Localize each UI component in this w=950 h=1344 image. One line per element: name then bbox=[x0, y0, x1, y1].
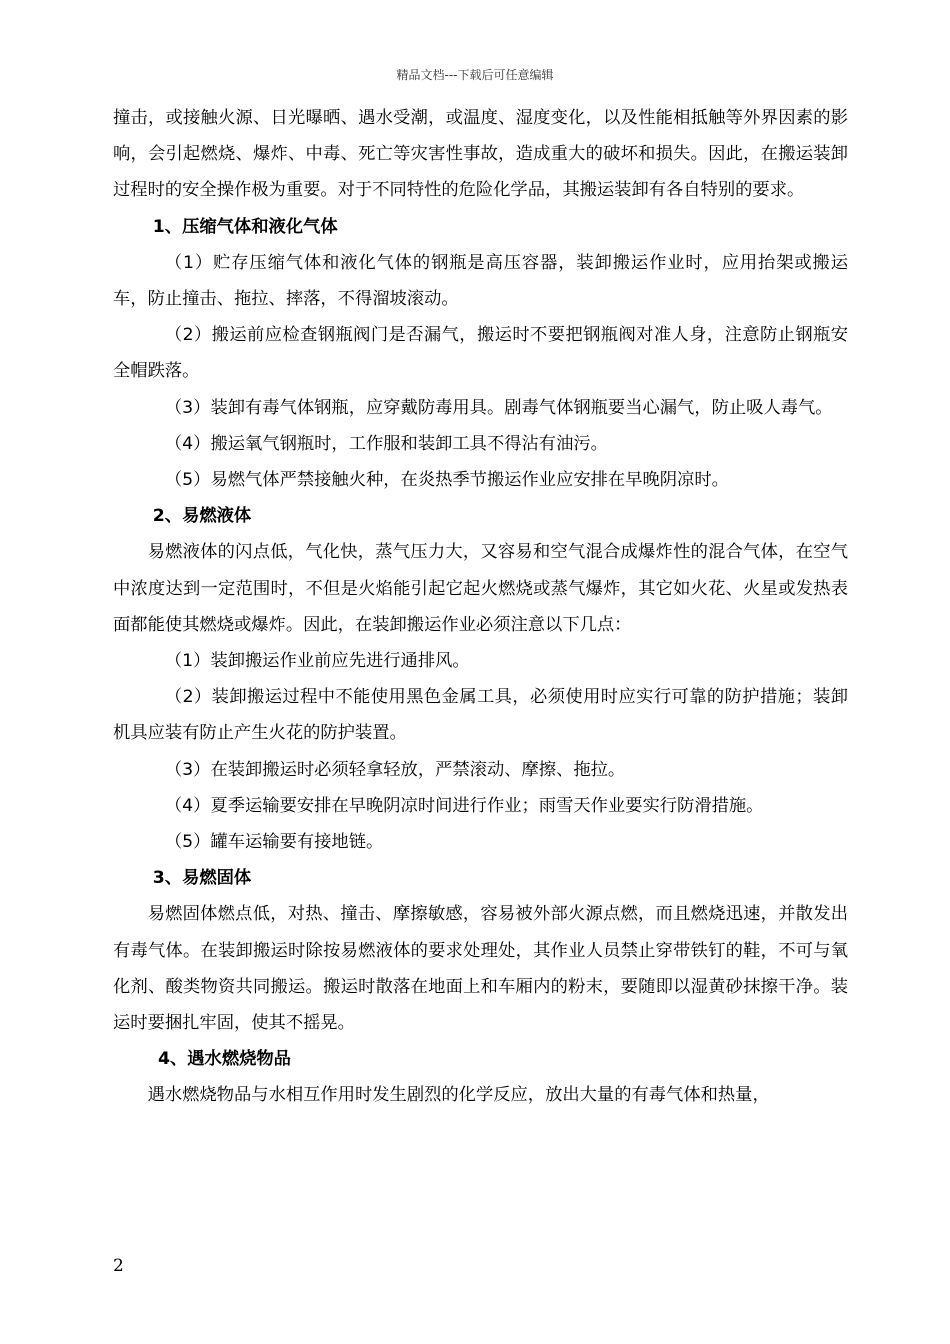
list-item: （1）装卸搬运作业前应先进行通排风。 bbox=[164, 651, 470, 672]
page-number: 2 bbox=[113, 1256, 124, 1276]
list-item: （2）装卸搬运过程中不能使用黑色金属工具，必须使用时应实行可靠的防护措施；装卸机具应装有防止产生火花的防护装置。 bbox=[113, 687, 848, 744]
section-heading-2: 2、易燃液体 bbox=[152, 506, 252, 527]
paragraph: 易燃液体的闪点低，气化快，蒸气压力大，又容易和空气混合成爆炸性的混合气体，在空气中浓度达到一定范围时，不但是火焰能引起它起火燃烧或蒸气爆炸，其它如火花、火星或发热表面都能使其燃烧或爆炸。因此，在装卸搬运作业必须注意以下几点： bbox=[113, 542, 848, 635]
paragraph: 遇水燃烧物品与水相互作用时发生剧烈的化学反应，放出大量的有毒气体和热量， bbox=[147, 1085, 770, 1106]
list-item: （4）夏季运输要安排在早晚阴凉时间进行作业；雨雪天作业要实行防滑措施。 bbox=[164, 795, 764, 816]
list-item: （5）罐车运输要有接地链。 bbox=[164, 832, 384, 853]
section-heading-4: 4、遇水燃烧物品 bbox=[157, 1049, 291, 1070]
page-header: 精品文档---下载后可任意编辑 bbox=[396, 68, 554, 82]
list-item: （2）搬运前应检查钢瓶阀门是否漏气，搬运时不要把钢瓶阀对准人身，注意防止钢瓶安全帽跌落。 bbox=[113, 325, 848, 382]
list-item: （1）贮存压缩气体和液化气体的钢瓶是高压容器，装卸搬运作业时，应用抬架或搬运车，防止撞击、拖拉、摔落，不得溜坡滚动。 bbox=[113, 252, 848, 310]
section-heading-1: 1、压缩气体和液化气体 bbox=[152, 216, 338, 237]
document-body bbox=[113, 100, 848, 1114]
paragraph-continuation: 撞击，或接触火源、日光曝晒、遇水受潮，或温度、湿度变化，以及性能相抵触等外界因素的影响，会引起燃烧、爆炸、中毒、死亡等灾害性事故，造成重大的破坏和损失。因此，在搬运装卸过程时的安全操作极为重要。对于不同特性的危险化学品，其搬运装卸有各自特别的要求。 bbox=[113, 108, 848, 201]
list-item: （5）易燃气体严禁接触火种，在炎热季节搬运作业应安排在早晚阴凉时。 bbox=[164, 470, 729, 491]
list-item: （4）搬运氧气钢瓶时，工作服和装卸工具不得沾有油污。 bbox=[164, 433, 608, 454]
section-heading-3: 3、易燃固体 bbox=[152, 868, 252, 889]
list-item: （3）在装卸搬运时必须轻拿轻放，严禁滚动、摩擦、拖拉。 bbox=[164, 759, 626, 780]
paragraph: 易燃固体燃点低，对热、撞击、摩擦敏感，容易被外部火源点燃，而且燃烧迅速，并散发出有毒气体。在装卸搬运时除按易燃液体的要求处理处，其作业人员禁止穿带铁钉的鞋，不可与氧化剂、酸类物资共同搬运。搬运时散落在地面上和车厢内的粉末，要随即以湿黄砂抹擦干净。装运时要捆扎牢固，使其不摇晃。 bbox=[113, 904, 848, 1034]
list-item: （3）装卸有毒气体钢瓶，应穿戴防毒用具。剧毒气体钢瓶要当心漏气，防止吸人毒气。 bbox=[164, 397, 833, 418]
